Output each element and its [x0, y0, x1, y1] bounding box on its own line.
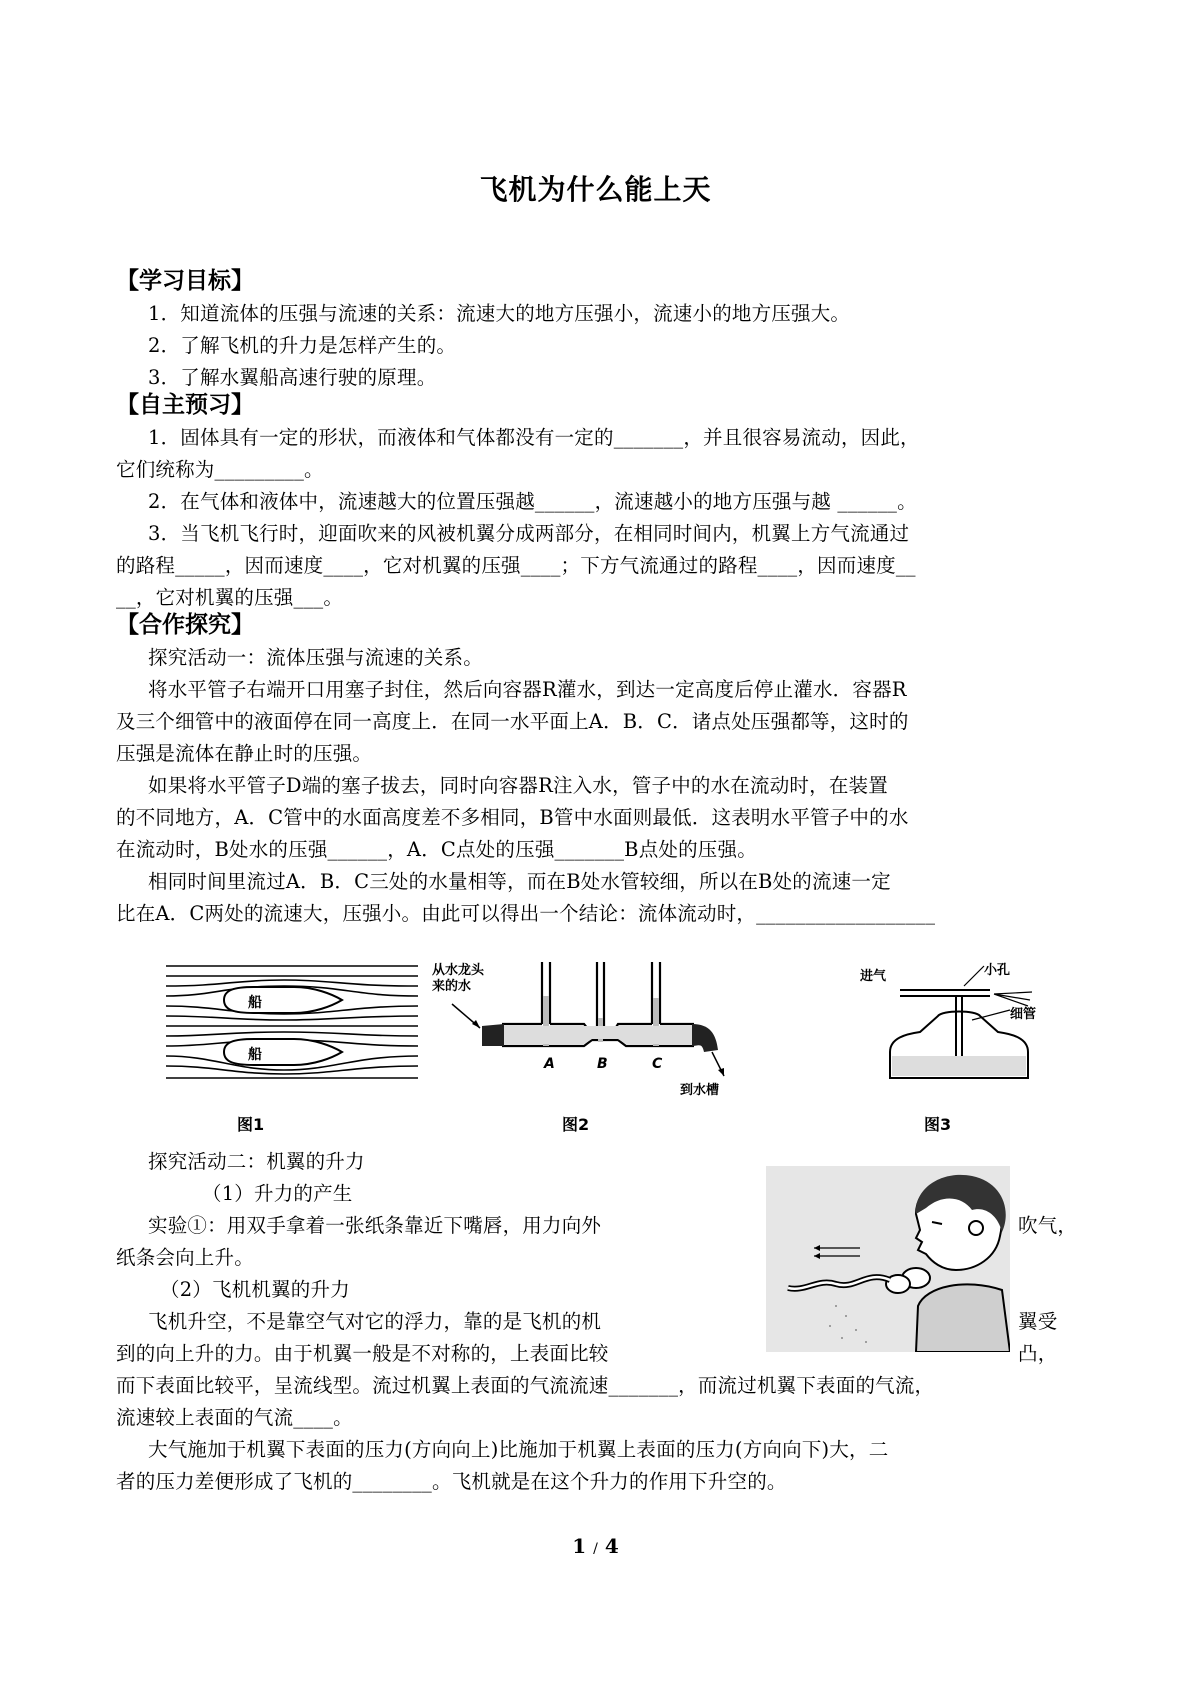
activity2-title: 探究活动二：机翼的升力	[148, 1150, 365, 1173]
boy-blowing-paper-illustration	[766, 1166, 1010, 1352]
section-heading-goals: 【学习目标】	[116, 268, 254, 294]
explore-line-8: 相同时间里流过A．B．C三处的水量相等，而在B处水管较细，所以在B处的流速一定	[148, 870, 891, 893]
goal-line-1: 1．知道流体的压强与流速的关系：流速大的地方压强小，流速小的地方压强大。	[148, 302, 851, 325]
preview-line-4: 3．当飞机飞行时，迎面吹来的风被机翼分成两部分，在相同时间内，机翼上方气流通过	[148, 522, 910, 545]
fig3-hole-label: 小孔	[984, 963, 1011, 978]
fig3-tube-label: 细管	[1010, 1007, 1037, 1022]
figure-1-ship-streamlines	[164, 960, 420, 1085]
activity2-exp1-b: 吹气，	[1018, 1214, 1078, 1237]
explore-line-9: 比在A．C两处的流速大，压强小。由此可以得出一个结论：流体流动时，__________________	[116, 902, 936, 925]
section-heading-preview: 【自主预习】	[116, 392, 254, 418]
fig2-source-label-2: 来的水	[432, 979, 472, 994]
activity2-exp1-c: 纸条会向上升。	[116, 1246, 254, 1269]
goal-line-2: 2．了解飞机的升力是怎样产生的。	[148, 334, 457, 357]
fig3-inlet-label: 进气	[860, 969, 887, 984]
preview-line-6: __，它对机翼的压强___。	[116, 586, 344, 609]
activity2-sub1: （1）升力的产生	[202, 1182, 353, 1205]
preview-line-5: 的路程_____，因而速度____，它对机翼的压强____；下方气流通过的路程____，因而速度__	[116, 554, 916, 577]
activity2-p5: 大气施加于机翼下表面的压力(方向向上)比施加于机翼上表面的压力(方向向下)大，二	[148, 1438, 889, 1461]
activity2-exp1-a: 实验①：用双手拿着一张纸条靠近下嘴唇，用力向外	[148, 1214, 602, 1237]
figure-3-atomizer	[860, 960, 1060, 1090]
fig1-ship-label-bottom: 船	[248, 1047, 262, 1063]
section-heading-explore: 【合作探究】	[116, 612, 254, 638]
explore-line-3: 及三个细管中的液面停在同一高度上．在同一水平面上A．B．C．诸点处压强都等，这时的	[116, 710, 909, 733]
preview-line-1: 1．固体具有一定的形状，而液体和气体都没有一定的_______，并且很容易流动，因此，	[148, 426, 920, 449]
figure-3-caption: 图3	[924, 1115, 952, 1134]
page-number	[0, 1534, 1191, 1558]
activity2-p6: 者的压力差便形成了飞机的________。飞机就是在这个升力的作用下升空的。	[116, 1470, 787, 1493]
explore-line-5: 如果将水平管子D端的塞子拔去，同时向容器R注入水，管子中的水在流动时，在装置	[148, 774, 888, 797]
figure-2-pipe-apparatus	[432, 960, 732, 1100]
activity2-p1-b: 翼受	[1018, 1310, 1058, 1333]
fig1-ship-label-top: 船	[248, 995, 262, 1011]
fig2-drain-label: 到水槽	[680, 1083, 720, 1098]
activity2-p3: 而下表面比较平，呈流线型。流过机翼上表面的气流流速_______，而流过机翼下表面的气流，	[116, 1374, 935, 1397]
fig2-label-b: B	[597, 1056, 608, 1072]
explore-line-2: 将水平管子右端开口用塞子封住，然后向容器R灌水，到达一定高度后停止灌水．容器R	[148, 678, 907, 701]
activity2-sub2: （2）飞机机翼的升力	[160, 1278, 350, 1301]
page-current: 1	[572, 1534, 587, 1558]
fig2-source-label-1: 从水龙头	[432, 963, 485, 978]
fig2-label-a: A	[544, 1056, 555, 1072]
explore-line-1: 探究活动一：流体压强与流速的关系。	[148, 646, 483, 669]
goal-line-3: 3．了解水翼船高速行驶的原理。	[148, 366, 437, 389]
page-total: 4	[604, 1534, 619, 1558]
activity2-p4: 流速较上表面的气流____。	[116, 1406, 353, 1429]
preview-line-3: 2．在气体和液体中，流速越大的位置压强越______，流速越小的地方压强与越 ______。	[148, 490, 917, 513]
page-title: 飞机为什么能上天	[479, 173, 712, 206]
activity2-p1-a: 飞机升空，不是靠空气对它的浮力，靠的是飞机的机	[148, 1310, 602, 1333]
explore-line-6: 的不同地方，A．C管中的水面高度差不多相同，B管中水面则最低．这表明水平管子中的水	[116, 806, 909, 829]
explore-line-7: 在流动时，B处水的压强______，A．C点处的压强_______B点处的压强。	[116, 838, 757, 861]
activity2-p2-b: 凸，	[1018, 1342, 1058, 1365]
explore-line-4: 压强是流体在静止时的压强。	[116, 742, 373, 765]
page-separator: /	[593, 1541, 598, 1557]
figure-1-caption: 图1	[237, 1115, 265, 1134]
fig2-label-c: C	[652, 1056, 663, 1072]
figure-2-caption: 图2	[562, 1115, 590, 1134]
activity2-p2-a: 到的向上升的力。由于机翼一般是不对称的，上表面比较	[116, 1342, 609, 1365]
preview-line-2: 它们统称为_________。	[116, 458, 324, 481]
